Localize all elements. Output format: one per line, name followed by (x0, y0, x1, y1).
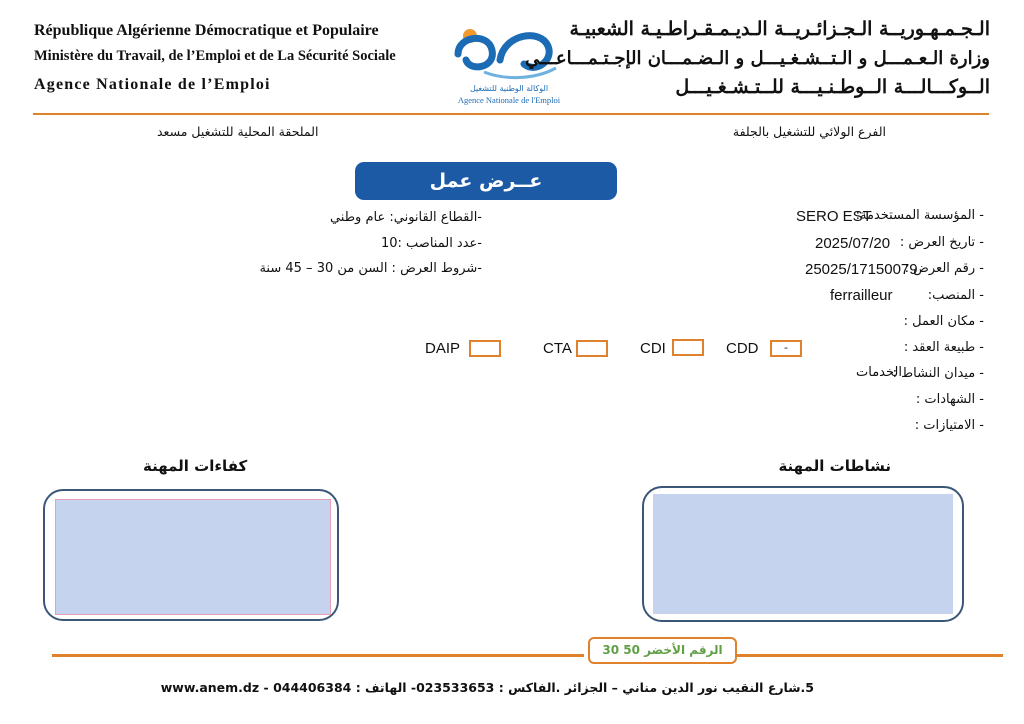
activity-value: الخدمات (856, 365, 902, 380)
privileges-label: - الامتيازات : (914, 418, 984, 433)
activities-panel (642, 486, 964, 622)
contract-cdi-label: CDI (640, 340, 666, 357)
offer-number-label: - رقم العرض : (904, 261, 984, 276)
offer-number-value: 25025/17150079 (805, 261, 918, 278)
header-fr-line3: Agence Nationale de l’Emploi (34, 76, 271, 93)
green-number-badge (588, 637, 737, 664)
header-ar-line3: الــوكـــالـــة الــوطـنـيـــة للــتـشـغـيـــل (675, 76, 990, 98)
contract-cta-checkbox[interactable] (576, 340, 608, 357)
cdd-mark: - (784, 341, 788, 354)
employer-label: - المؤسسة المستخدمة: (855, 208, 984, 223)
skills-title: كفاءات المهنة (143, 457, 248, 475)
title-banner (355, 162, 617, 200)
contract-cdd-checkbox[interactable] (770, 340, 802, 357)
contract-cdd-label: CDD (726, 340, 759, 357)
position-value: ferrailleur (830, 287, 893, 304)
green-number-text: الرقم الأخضر 50 30 (602, 643, 723, 657)
offer-date-value: 2025/07/20 (815, 235, 891, 252)
legal-sector: -القطاع القانوني: عام وطني (329, 210, 482, 225)
activity-label: - ميدان النشاط : (892, 366, 984, 381)
employer-value: SERO EST (796, 208, 872, 225)
logo-ar-text: الوكالة الوطنية للتشغيل (469, 84, 549, 93)
footer-address: 5.شارع النقيب نور الدين مناني – الجزائر .الفاكس : 023533653- الهاتف : 044406384 - www.anem.dz (160, 680, 814, 695)
skills-content[interactable] (55, 499, 331, 615)
branch-local: الملحقة المحلية للتشغيل مسعد (157, 124, 319, 139)
diplomas-label: - الشهادات : (915, 392, 984, 407)
header-fr-line1: République Algérienne Démocratique et Populaire (34, 22, 379, 39)
footer-line-left (52, 654, 584, 657)
activities-content[interactable] (653, 494, 953, 614)
activities-title: نشاطات المهنة (778, 457, 891, 475)
offer-date-label: - تاريخ العرض : (899, 235, 984, 250)
branch-wilaya: الفرع الولائي للتشغيل بالجلفة (732, 124, 886, 139)
page-title: عــرض عمل (429, 170, 543, 192)
header-ar-line1: الـجـمـهـوريــة الـجـزائـريــة الـديـمـقـراطـيـة الشعبيـة (569, 18, 990, 40)
header-ar-line2: وزارة الـعـمـــل و الـتــشـغـيـــل و الـضـمـــان الإجـتـمـــاعـــي (525, 48, 990, 69)
position-label: - المنصب: (927, 288, 984, 303)
contract-label: - طبيعة العقد : (903, 340, 984, 355)
skills-panel (43, 489, 339, 621)
header-divider (33, 113, 989, 115)
contract-cdi-checkbox[interactable] (672, 339, 704, 356)
header-fr-line2: Ministère du Travail, de l’Emploi et de La Sécurité Sociale (34, 48, 396, 64)
workplace-label: - مكان العمل : (903, 314, 984, 329)
footer-line-right (737, 654, 1003, 657)
contract-daip-label: DAIP (425, 340, 461, 357)
offer-conditions: -شروط العرض : السن من 30 – 45 سنة (259, 261, 482, 276)
contract-daip-checkbox[interactable] (469, 340, 501, 357)
positions-count: -عدد المناصب :10 (380, 236, 482, 251)
contract-cta-label: CTA (543, 340, 572, 357)
logo-fr-text: Agence Nationale de l'Emploi (457, 95, 561, 105)
